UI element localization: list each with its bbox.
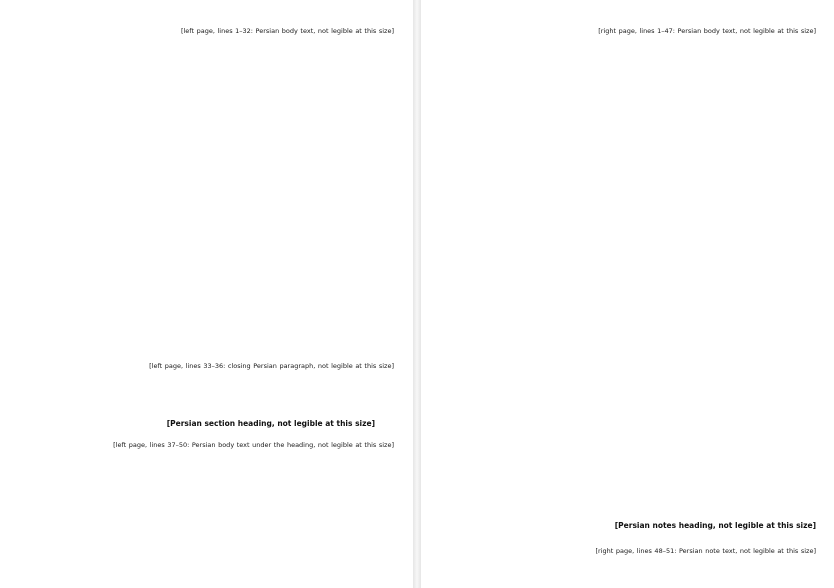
section-heading: [Persian section heading, not legible at this size] — [166, 419, 375, 428]
left-page-main-text — [22, 26, 394, 356]
left-page-paragraph-2: [left page, lines 33–36: closing Persian paragraph, not legible at this size] — [149, 362, 394, 370]
notes-text — [451, 546, 816, 586]
book-gutter — [413, 0, 421, 588]
left-page-section-paragraph: [left page, lines 37–50: Persian body text under the heading, not legible at this size] — [113, 441, 394, 449]
right-page-main-text — [451, 26, 816, 508]
notes-heading: [Persian notes heading, not legible at this size] — [614, 521, 816, 530]
left-page-closing-paragraph — [22, 361, 394, 403]
right-page-paragraph-1: [right page, lines 1–47: Persian body text, not legible at this size] — [598, 27, 816, 35]
left-page — [0, 0, 413, 588]
note-item: [right page, lines 48–51: Persian note text, not legible at this size] — [595, 547, 816, 555]
left-page-paragraph-1: [left page, lines 1–32: Persian body text, not legible at this size] — [180, 27, 394, 35]
left-page-section-text — [22, 440, 394, 580]
right-page — [421, 0, 834, 588]
